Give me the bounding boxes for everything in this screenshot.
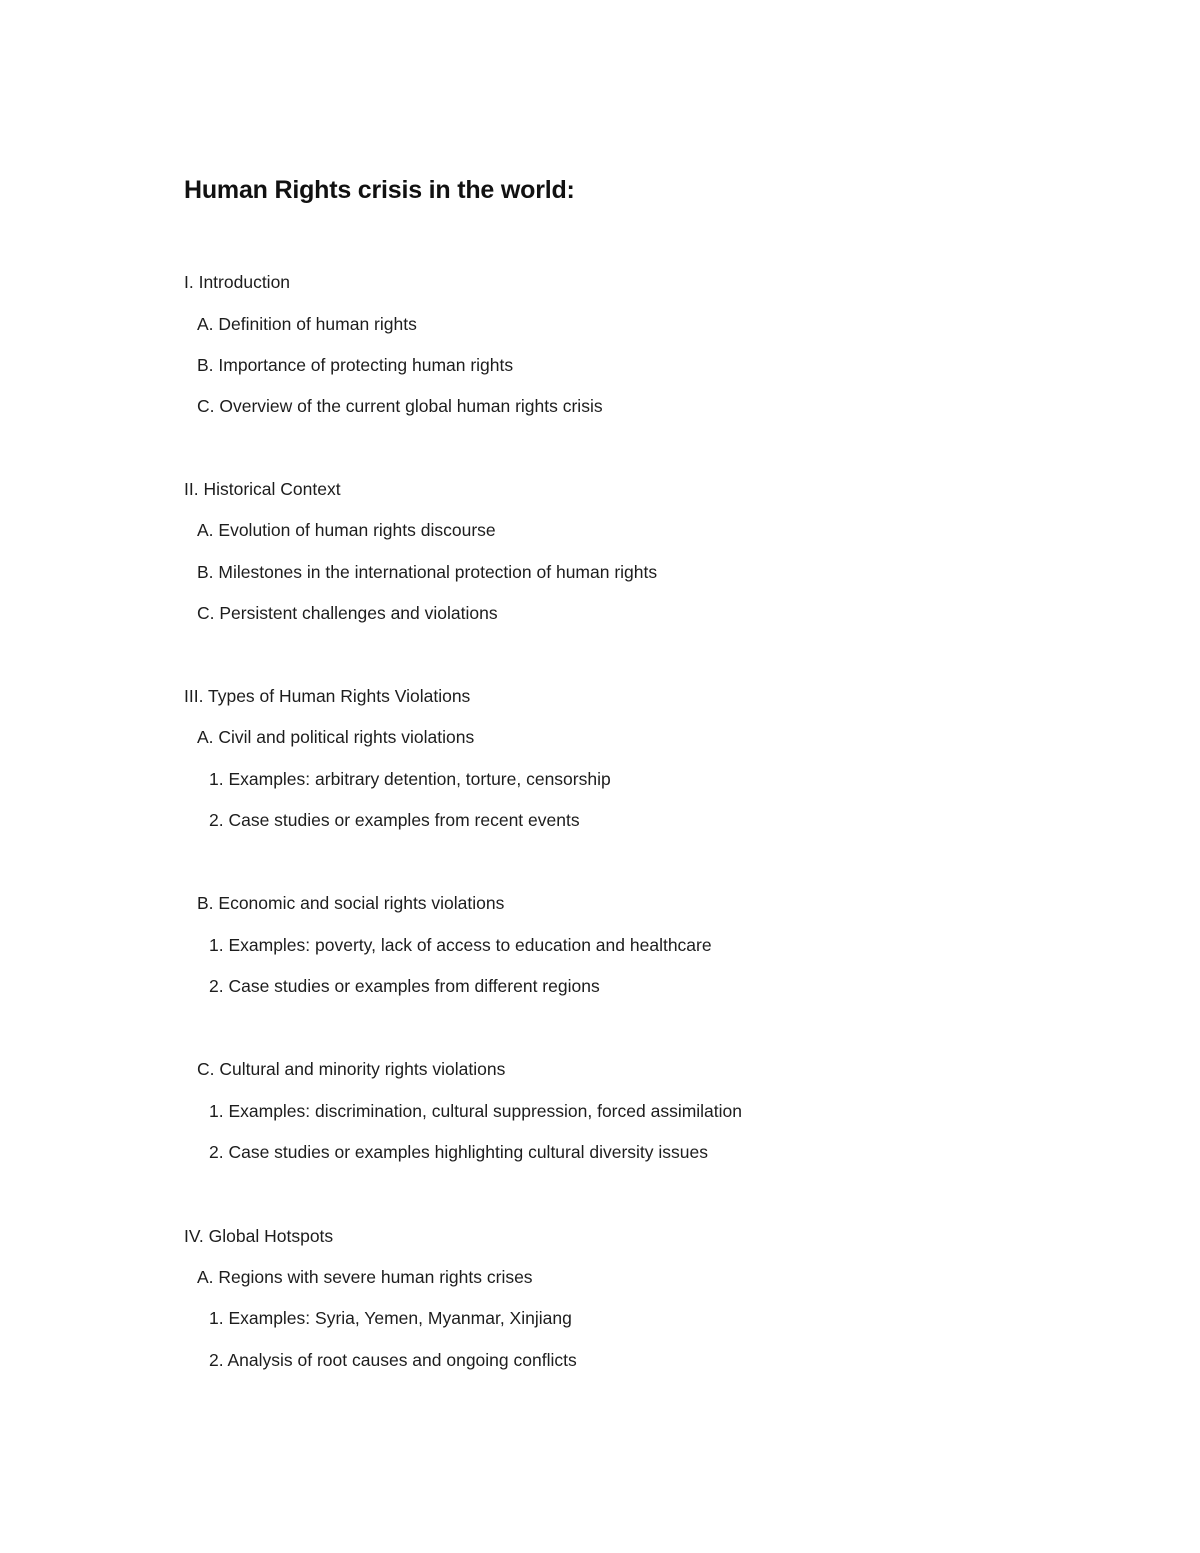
section-heading-introduction: I. Introduction	[184, 272, 291, 292]
outline-point: 2. Analysis of root causes and ongoing conflicts	[209, 1350, 577, 1370]
outline-item: A. Evolution of human rights discourse	[197, 520, 496, 540]
outline-point: 2. Case studies or examples highlighting cultural diversity issues	[209, 1142, 708, 1162]
outline-item: A. Definition of human rights	[197, 314, 417, 334]
outline-point: 1. Examples: discrimination, cultural suppression, forced assimilation	[209, 1101, 743, 1121]
section-heading-types-of-violations: III. Types of Human Rights Violations	[184, 686, 471, 706]
outline-item: C. Persistent challenges and violations	[197, 603, 498, 623]
document-title: Human Rights crisis in the world:	[184, 176, 575, 204]
outline-point: 1. Examples: arbitrary detention, torture, censorship	[209, 769, 611, 789]
subsection-label: A. Regions with severe human rights crises	[197, 1267, 533, 1287]
subsection-label: C. Cultural and minority rights violations	[197, 1059, 506, 1079]
section-heading-global-hotspots: IV. Global Hotspots	[184, 1226, 334, 1246]
outline-point: 2. Case studies or examples from different regions	[209, 976, 600, 996]
outline-point: 2. Case studies or examples from recent events	[209, 810, 580, 830]
subsection-label: B. Economic and social rights violations	[197, 893, 505, 913]
subsection-label: A. Civil and political rights violations	[197, 727, 475, 747]
outline-item: C. Overview of the current global human rights crisis	[197, 396, 603, 416]
outline-point: 1. Examples: poverty, lack of access to education and healthcare	[209, 935, 712, 955]
outline-item: B. Milestones in the international protection of human rights	[197, 562, 658, 582]
section-heading-historical-context: II. Historical Context	[184, 479, 341, 499]
outline-item: B. Importance of protecting human rights	[197, 355, 514, 375]
outline-point: 1. Examples: Syria, Yemen, Myanmar, Xinjiang	[209, 1308, 572, 1328]
